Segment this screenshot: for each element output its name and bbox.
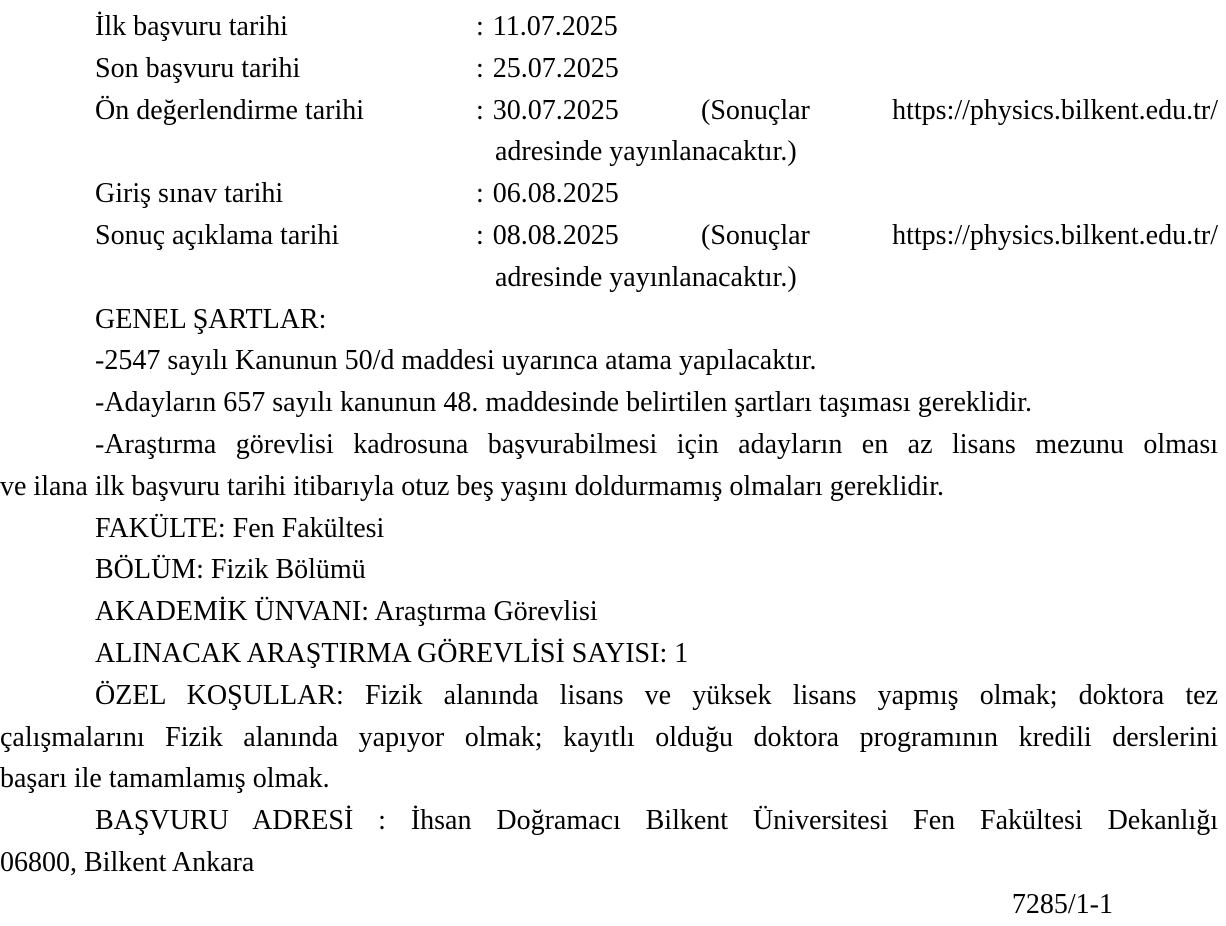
colon-separator: :: [476, 11, 484, 42]
results-url: https://physics.bilkent.edu.tr/: [892, 94, 1218, 126]
application-address-line: BAŞVURU ADRESİ : İhsan Doğramacı Bilkent Üniversitesi Fen Fakültesi Dekanlığı: [95, 805, 1218, 837]
date-label: İlk başvuru tarihi: [95, 11, 288, 42]
special-conditions-line: ÖZEL KOŞULLAR: Fizik alanında lisans ve yüksek lisans yapmış olmak; doktora tez: [95, 679, 1218, 711]
date-value: 30.07.2025: [492, 94, 619, 126]
date-row-first-application: [0, 6, 1226, 48]
date-label: Sonuç açıklama tarihi: [95, 219, 340, 251]
special-conditions-line: çalışmalarını Fizik alanında yapıyor olmak; kayıtlı olduğu doktora programının kredili derslerini: [0, 721, 1218, 753]
application-address-line: 06800, Bilkent Ankara: [0, 846, 255, 878]
date-row-last-application: [0, 48, 1226, 90]
position-count-line: ALINACAK ARAŞTIRMA GÖREVLİSİ SAYISI: 1: [95, 637, 689, 669]
date-value: 06.08.2025: [492, 178, 619, 210]
date-row-continuation: [0, 257, 1226, 299]
colon-separator: :: [476, 52, 484, 84]
date-row-entrance-exam: [0, 173, 1226, 215]
results-note: (Sonuçlar: [701, 219, 810, 251]
colon-separator: :: [476, 178, 484, 210]
general-condition-item-continuation: ve ilana ilk başvuru tarihi itibarıyla otuz beş yaşını doldurmamış olmaları gereklidir.: [0, 470, 944, 502]
results-note-continuation: adresinde yayınlanacaktır.): [495, 136, 797, 168]
announcement-number: 7285/1-1: [1011, 888, 1113, 920]
special-conditions-line: başarı ile tamamlamış olmak.: [0, 763, 330, 795]
date-label: Ön değerlendirme tarihi: [95, 94, 365, 126]
date-value: 08.08.2025: [492, 219, 619, 251]
colon-separator: :: [476, 219, 484, 251]
faculty-line: FAKÜLTE: Fen Fakültesi: [95, 512, 385, 544]
date-row-results-announcement: [0, 215, 1226, 257]
results-note: (Sonuçlar: [701, 94, 810, 126]
date-row-continuation: [0, 131, 1226, 173]
date-value: 11.07.2025: [492, 11, 618, 42]
results-url: https://physics.bilkent.edu.tr/: [892, 219, 1218, 251]
results-note-continuation: adresinde yayınlanacaktır.): [495, 261, 797, 293]
general-condition-item: -Adayların 657 sayılı kanunun 48. maddesinde belirtilen şartları taşıması gereklidir.: [95, 387, 1032, 419]
colon-separator: :: [476, 94, 484, 126]
department-line: BÖLÜM: Fizik Bölümü: [95, 554, 366, 586]
date-value-group: [493, 215, 1218, 257]
general-condition-item-line: -Araştırma görevlisi kadrosuna başvurabilmesi için adayların en az lisans mezunu olması: [95, 428, 1218, 460]
general-condition-item: -2547 sayılı Kanunun 50/d maddesi uyarınca atama yapılacaktır.: [95, 345, 817, 377]
general-conditions-heading: GENEL ŞARTLAR:: [95, 303, 327, 335]
date-row-preliminary-evaluation: [0, 90, 1226, 132]
date-label: Son başvuru tarihi: [95, 52, 301, 84]
date-value-group: [493, 90, 1218, 132]
date-value: 25.07.2025: [492, 52, 619, 84]
date-label: Giriş sınav tarihi: [95, 178, 284, 210]
academic-title-line: AKADEMİK ÜNVANI: Araştırma Görevlisi: [95, 596, 598, 628]
